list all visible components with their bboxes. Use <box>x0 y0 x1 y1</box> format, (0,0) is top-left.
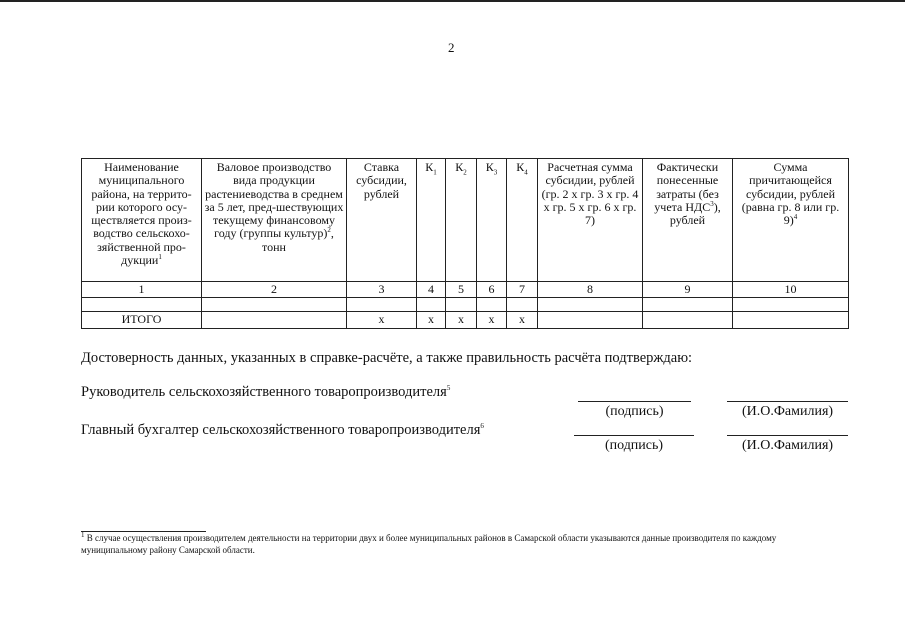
column-number: 5 <box>446 282 477 298</box>
accountant-name-caption: (И.О.Фамилия) <box>741 438 834 453</box>
data-cell <box>538 298 643 312</box>
page-number: 2 <box>448 40 455 55</box>
total-cell <box>643 312 733 328</box>
column-number: 7 <box>507 282 538 298</box>
total-cell: х <box>477 312 507 328</box>
top-border-line <box>0 0 905 2</box>
accountant-signature-caption: (подпись) <box>604 438 664 453</box>
total-cell <box>538 312 643 328</box>
total-cell: х <box>347 312 417 328</box>
column-number: 6 <box>477 282 507 298</box>
accountant-signature-line <box>574 435 694 436</box>
accountant-name-line <box>727 435 848 436</box>
accountant-role-label: Главный бухгалтер сельскохозяйственного товаропроизводителя$^6$ <box>81 422 484 438</box>
footnote: $^1$ В случае осуществления производителем деятельности на территории двух и более муниципальных районов в Самарской области указываются данные производителя по каждому муниципальному району Самарской области. <box>81 531 777 555</box>
director-name-caption: (И.О.Фамилия) <box>741 404 834 419</box>
director-signature-line <box>578 401 691 402</box>
column-number: 10 <box>733 282 849 298</box>
data-cell <box>446 298 477 312</box>
total-cell <box>202 312 347 328</box>
data-cell <box>347 298 417 312</box>
header-cell: Наименование муниципального района, на террито-рии которого осу-ществляется произ-водство сельскохо-зяйственной про-дукции$^1$ <box>82 159 202 282</box>
header-cell: Фактически понесенные затраты (без учета НДС$^3$), рублей <box>643 159 733 282</box>
header-cell: Валовое производство вида продукции растениеводства в среднем за 5 лет, пред-шествующих текущему финансовому году (группы культур)$^2$, тонн <box>202 159 347 282</box>
data-cell <box>417 298 446 312</box>
header-cell: Расчетная сумма субсидии, рублей (гр. 2 х гр. 3 х гр. 4 х гр. 5 х гр. 6 х гр. 7) <box>538 159 643 282</box>
total-cell: х <box>446 312 477 328</box>
header-cell: $К_1$ <box>417 159 446 282</box>
data-cell <box>733 298 849 312</box>
total-label: ИТОГО <box>82 312 202 328</box>
total-cell: х <box>507 312 538 328</box>
data-cell <box>507 298 538 312</box>
column-number: 3 <box>347 282 417 298</box>
header-cell: Сумма причитающейся субсидии, рублей (равна гр. 8 или гр. 9)$^4$ <box>733 159 849 282</box>
column-number: 4 <box>417 282 446 298</box>
total-cell: х <box>417 312 446 328</box>
empty-data-row <box>82 298 849 312</box>
header-cell: Ставка субсидии, рублей <box>347 159 417 282</box>
confirmation-statement: Достоверность данных, указанных в справке-расчёте, а также правильность расчёта подтверждаю: <box>81 350 693 366</box>
column-number: 1 <box>82 282 202 298</box>
column-number: 2 <box>202 282 347 298</box>
data-cell <box>202 298 347 312</box>
header-cell: $К_2$ <box>446 159 477 282</box>
subsidy-calculation-table <box>81 158 849 329</box>
header-cell: $К_4$ <box>507 159 538 282</box>
column-number: 9 <box>643 282 733 298</box>
data-cell <box>477 298 507 312</box>
director-name-line <box>727 401 848 402</box>
total-cell <box>733 312 849 328</box>
column-number: 8 <box>538 282 643 298</box>
data-cell <box>643 298 733 312</box>
total-row <box>82 312 849 328</box>
table-header-row <box>82 159 849 282</box>
data-cell <box>82 298 202 312</box>
column-number-row <box>82 282 849 298</box>
director-role-label: Руководитель сельскохозяйственного товаропроизводителя$^5$ <box>81 384 451 400</box>
director-signature-caption: (подпись) <box>605 404 664 419</box>
header-cell: $К_3$ <box>477 159 507 282</box>
